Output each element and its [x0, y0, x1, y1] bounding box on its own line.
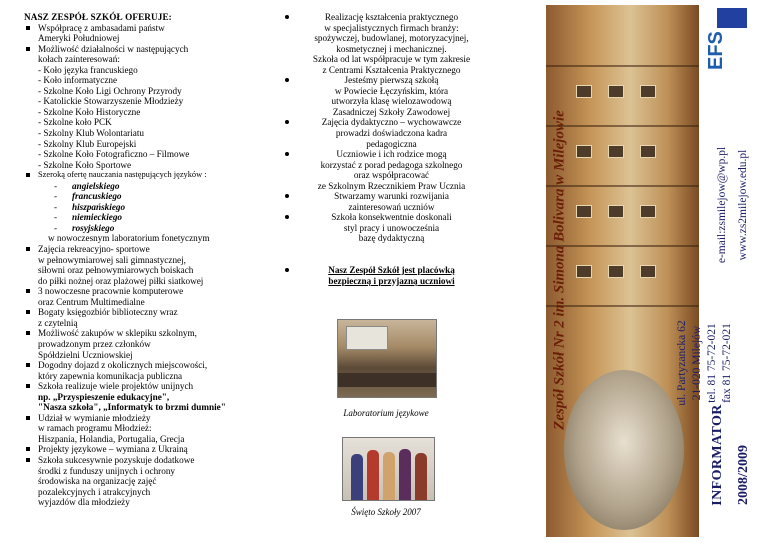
- whiteboard: [346, 326, 388, 350]
- bullet-computer-labs: 3 nowoczesne pracownie komputerowe: [24, 286, 260, 297]
- bullet-exchange-cont: w ramach programu Młodzież:: [38, 423, 152, 434]
- circle-item: - Szkolne Koło Ligi Ochrony Przyrody: [38, 85, 182, 96]
- language-item: - niemieckiego: [54, 212, 123, 223]
- middle-column: [282, 12, 487, 286]
- bullet-eu-projects-cont: np. „Przyspieszenie edukacyjne",: [38, 391, 170, 402]
- language-item: - francuskiego: [54, 191, 122, 202]
- bullet-ukraine: Projekty językowe – wymiana z Ukrainą: [24, 444, 260, 455]
- bullet-transport-cont: który zapewnia komunikacja publiczna: [38, 370, 183, 381]
- bullet-library: Bogaty księgozbiór biblioteczny wraz: [24, 307, 260, 318]
- bullet-staff-cont: pedagogiczna: [366, 138, 417, 149]
- phone-number: tel. 81 75-72-021: [706, 323, 718, 403]
- school-day-photo: [342, 437, 435, 501]
- left-column: [24, 12, 260, 508]
- postal-address: 21-020 Milejów: [691, 325, 703, 401]
- street-address: ul. Partyzancka 62: [676, 320, 688, 406]
- safe-school-statement: Nasz Zespół Szkół jest placówką: [282, 265, 487, 276]
- bullet-exchange: Udział w wymianie młodzieży: [24, 413, 260, 424]
- circle-item: - Szkolne koło PCK: [38, 117, 112, 128]
- bullet-pedagogue-cont: ze Szkolnym Rzecznikiem Praw Ucznia: [317, 180, 466, 191]
- bullet-improves: Szkoła konsekwentnie doskonali: [282, 212, 487, 223]
- bullet-practical: Realizację kształcenia praktycznego: [282, 12, 487, 23]
- bullet-practical-cont: spożywczej, budowlanej, motoryzacyjnej,: [314, 33, 469, 44]
- offer-heading: NASZ ZESPÓŁ SZKÓŁ OFERUJE:: [24, 12, 172, 22]
- bolivar-portrait: [564, 370, 684, 530]
- bullet-first-school-cont: w Powiecie Łęczyńskim, która: [334, 85, 449, 96]
- bullet-improves-cont: bazę dydaktyczną: [358, 233, 425, 244]
- bullet-pedagogue-cont: oraz współpracować: [353, 170, 430, 181]
- circle-item: - Katolickie Stowarzyszenie Młodzieży: [38, 96, 184, 107]
- bullet-first-school-cont: utworzyła klasę wielozawodową: [331, 96, 452, 107]
- bullet-funds-cont: środowiska na organizację zajęć: [38, 476, 157, 487]
- circle-item: - Szkolny Klub Wolontariatu: [38, 128, 145, 139]
- circle-item: - Szkolne Koło Historyczne: [38, 106, 141, 117]
- bullet-staff-cont: prowadzi doświadczona kadra: [335, 128, 448, 139]
- language-item: - hiszpańskiego: [54, 201, 126, 212]
- circle-item: - Szkolne Koło Fotograficzno – Filmowe: [38, 149, 190, 160]
- bullet-transport: Dogodny dojazd z okolicznych miejscowości,: [24, 360, 260, 371]
- bullet-computer-labs-cont: oraz Centrum Multimedialne: [38, 296, 145, 307]
- circle-item: - Szkolne Koło Sportowe: [38, 159, 132, 170]
- bullet-eu-projects: Szkoła realizuje wiele projektów unijnych: [24, 381, 260, 392]
- circle-item: - Koło języka francuskiego: [38, 64, 138, 75]
- bullet-practical-cont: w specjalistycznych firmach branży:: [324, 22, 459, 33]
- bullet-embassies: Współpracę z ambasadami państw: [24, 23, 260, 34]
- fax-number: fax 81 75-72-021: [721, 323, 733, 403]
- efs-logo: EFS: [705, 31, 727, 70]
- eu-flag-icon: [717, 8, 747, 28]
- bullet-circles-cont: kołach zainteresowań:: [38, 54, 120, 65]
- bullet-interests: Stwarzamy warunki rozwijania: [282, 191, 487, 202]
- email-address: e-mail:zsmilejow@wp.pl: [716, 146, 728, 264]
- bullet-sports-cont: w pełnowymiarowej sali gimnastycznej,: [38, 254, 186, 265]
- school-title: Zespół Szkół Nr 2 im. Simona Bolivara w Milejowie: [551, 110, 568, 430]
- language-lab-caption: Laboratorium językowe: [343, 408, 429, 418]
- bullet-interests-cont: zainteresowań uczniów: [348, 201, 435, 212]
- language-lab-photo: [337, 319, 437, 398]
- bullet-practical-cont: kosmetycznej i mechanicznej.: [336, 43, 447, 54]
- bullet-pedagogue-cont: korzystać z porad pedagoga szkolnego: [320, 159, 463, 170]
- bullet-pedagogue: Uczniowie i ich rodzice mogą: [282, 149, 487, 160]
- lab-line: w nowoczesnym laboratorium fonetycznym: [48, 233, 210, 244]
- bullet-funds-cont: pozalekcyjnych i atrakcyjnych: [38, 486, 151, 497]
- bullet-practical-cont: Szkoła od lat współpracuje w tym zakresie: [312, 54, 471, 65]
- bullet-sports-cont: siłowni oraz pełnowymiarowych boiskach: [38, 265, 194, 276]
- eu-logos: [703, 8, 761, 128]
- language-item: - angielskiego: [54, 180, 120, 191]
- circle-item: - Szkolny Klub Europejski: [38, 138, 137, 149]
- bullet-embassies-cont: Ameryki Południowej: [38, 33, 120, 44]
- school-building-photo: [546, 5, 699, 537]
- bullet-library-cont: z czytelnią: [38, 317, 78, 328]
- informator-label: INFORMATOR: [710, 404, 725, 506]
- bullet-funds-cont: wyjazdów dla młodzieży: [38, 497, 130, 508]
- desk-row: [338, 373, 436, 387]
- bullet-funds: Szkoła sukcesywnie pozyskuje dodatkowe: [24, 455, 260, 466]
- website-address: www.zs2milejow.edu.pl: [737, 149, 749, 261]
- bullet-circles: Możliwość działalności w następujących: [24, 44, 260, 55]
- bullet-shop-cont: Spółdzielni Uczniowskiej: [38, 349, 133, 360]
- school-day-caption: Święto Szkoły 2007: [351, 507, 421, 517]
- bullet-shop-cont: prowadzonym przez członków: [38, 338, 151, 349]
- school-year: 2008/2009: [736, 445, 751, 505]
- bullet-first-school: Jesteśmy pierwszą szkołą: [282, 75, 487, 86]
- bullet-practical-cont: z Centrami Kształcenia Praktycznego: [322, 64, 461, 75]
- safe-school-statement-cont: bezpieczną i przyjazną uczniowi: [328, 275, 455, 286]
- circle-item: - Koło informatyczne: [38, 75, 118, 86]
- bullet-eu-projects-cont: "Nasza szkoła", „Informatyk to brzmi dumnie": [38, 402, 226, 413]
- bullet-staff: Zajęcia dydaktyczno – wychowawcze: [282, 117, 487, 128]
- bullet-first-school-cont: Zasadniczej Szkoły Zawodowej: [332, 106, 451, 117]
- bullet-improves-cont: styl pracy i unowocześnia: [343, 222, 440, 233]
- bullet-sports-cont: do piłki nożnej oraz plażowej piłki siatkowej: [38, 275, 204, 286]
- bullet-funds-cont: środki z funduszy unijnych i ochrony: [38, 465, 176, 476]
- bullet-sports: Zajęcia rekreacyjno- sportowe: [24, 244, 260, 255]
- bullet-languages: Szeroką ofertę nauczania następujących języków :: [24, 170, 260, 181]
- bullet-exchange-cont: Hiszpania, Holandia, Portugalia, Grecja: [38, 433, 185, 444]
- bullet-shop: Możliwość zakupów w sklepiku szkolnym,: [24, 328, 260, 339]
- language-item: - rosyjskiego: [54, 222, 115, 233]
